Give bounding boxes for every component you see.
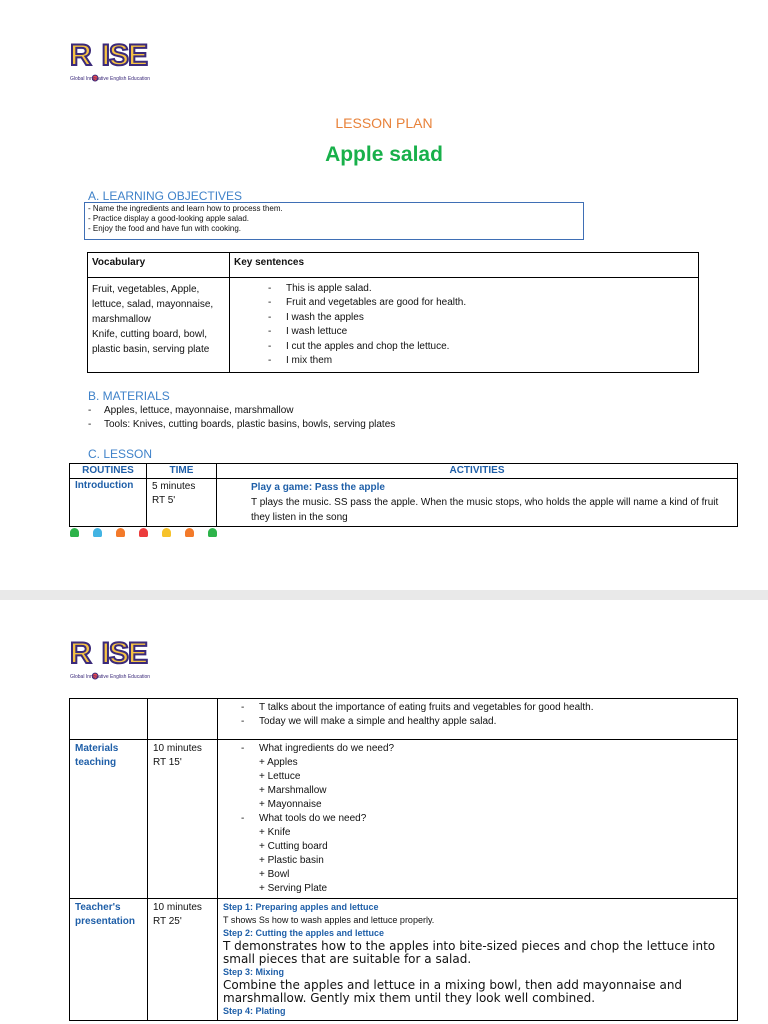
activity-cell (217, 479, 738, 527)
activities-header: ACTIVITIES (217, 464, 738, 479)
vocab-header: Vocabulary (88, 253, 230, 278)
routines-header: ROUTINES (70, 464, 147, 479)
rise-logo: R • ISE Global Innovative English Education (70, 39, 151, 90)
tool-item: + Knife (259, 827, 291, 838)
intro-line: - Today we will make a simple and healthy apple salad. (241, 715, 732, 729)
step-text: T demonstrates how to the apples into bite-sized pieces and chop the lettuce into small pieces that are suitable for a salad. (223, 939, 716, 966)
logo-tagline: Global Innovative English Education (70, 674, 151, 680)
materials-item: - Tools: Knives, cutting boards, plastic basins, bowls, serving plates (88, 419, 396, 430)
time-cell: 10 minutes RT 15' (148, 740, 218, 899)
time-header: TIME (147, 464, 217, 479)
routine-cell: Teacher's presentation (70, 899, 148, 1021)
objective-item: - Practice display a good-looking apple salad. (88, 214, 249, 223)
step-title: Step 3: Mixing (223, 967, 285, 977)
presentation-activity-cell (218, 899, 738, 1021)
step-title: Step 4: Plating (223, 1006, 286, 1016)
key-sentences-cell (230, 278, 699, 373)
key-sentence: - Fruit and vegetables are good for health. (268, 297, 467, 309)
section-b-heading: B. MATERIALS (88, 389, 170, 403)
tool-item: + Bowl (259, 869, 290, 880)
decorative-dot (139, 528, 148, 537)
activity-title: Play a game: Pass the apple (251, 482, 385, 493)
key-sentence: - I wash the apples (268, 311, 364, 323)
decorative-dot (208, 528, 217, 537)
document-page-2 (0, 600, 768, 1024)
decorative-dot (70, 528, 79, 537)
step-text: T shows Ss how to wash apples and lettuce properly. (223, 915, 435, 925)
decorative-dot (162, 528, 171, 537)
key-sentence: - I mix them (268, 355, 333, 367)
materials-activity-cell (218, 740, 738, 899)
decorative-dots (70, 528, 217, 537)
vocab-cell: Fruit, vegetables, Apple, lettuce, salad, mayonnaise, marshmallow Knife, cutting board, bowl, plastic basin, serving plate (88, 278, 230, 373)
lesson-plan-label: LESSON PLAN (335, 115, 433, 131)
ingredient-item: + Marshmallow (259, 785, 327, 796)
ingredient-item: + Lettuce (259, 771, 301, 782)
activity-text: T plays the music. SS pass the apple. When the music stops, who holds the apple will name a kind of fruit they listen in the song (251, 497, 719, 523)
objectives-box (84, 202, 584, 240)
tool-item: + Cutting board (259, 841, 328, 852)
routine-cell: Introduction (70, 479, 147, 527)
ingredient-item: + Mayonnaise (259, 799, 322, 810)
question-line: - What ingredients do we need? (241, 742, 732, 756)
decorative-dot (93, 528, 102, 537)
objective-item: - Enjoy the food and have fun with cooking. (88, 224, 241, 233)
time-cell: 10 minutes RT 25' (148, 899, 218, 1021)
objective-item: - Name the ingredients and learn how to process them. (88, 204, 283, 213)
routine-cell: Materials teaching (70, 740, 148, 899)
decorative-dot (185, 528, 194, 537)
key-sentence: - I cut the apples and chop the lettuce. (268, 340, 450, 352)
step-title: Step 2: Cutting the apples and lettuce (223, 928, 385, 938)
tool-item: + Serving Plate (259, 883, 328, 894)
lesson-table (69, 463, 738, 527)
key-sentence: - I wash lettuce (268, 326, 348, 338)
vocabulary-table (87, 252, 699, 373)
tool-item: + Plastic basin (259, 855, 324, 866)
section-c-heading: C. LESSON (88, 447, 153, 461)
ingredient-item: + Apples (259, 757, 298, 768)
time-cell: 5 minutes RT 5' (147, 479, 217, 527)
logo-tagline: Global Innovative English Education (70, 76, 151, 82)
intro-activity-cell (218, 699, 738, 740)
materials-list (88, 404, 395, 432)
key-sentences-header: Key sentences (230, 253, 699, 278)
lesson-title: Apple salad (325, 143, 443, 166)
section-a-heading: A. LEARNING OBJECTIVES (88, 189, 243, 203)
intro-line: - T talks about the importance of eating fruits and vegetables for good health. (241, 701, 732, 715)
rise-logo: R • ISE Global Innovative English Education (70, 637, 151, 688)
decorative-dot (116, 528, 125, 537)
lesson-table-continued (69, 698, 738, 1021)
step-title: Step 1: Preparing apples and lettuce (223, 902, 379, 912)
step-text: Combine the apples and lettuce in a mixing bowl, then add mayonnaise and marshmallow. Gently mix them until they look well combined. (223, 978, 683, 1005)
materials-item: - Apples, lettuce, mayonnaise, marshmallow (88, 405, 294, 416)
key-sentence: - This is apple salad. (268, 283, 372, 294)
page-separator (0, 590, 768, 600)
question-line: - What tools do we need? (241, 812, 732, 826)
